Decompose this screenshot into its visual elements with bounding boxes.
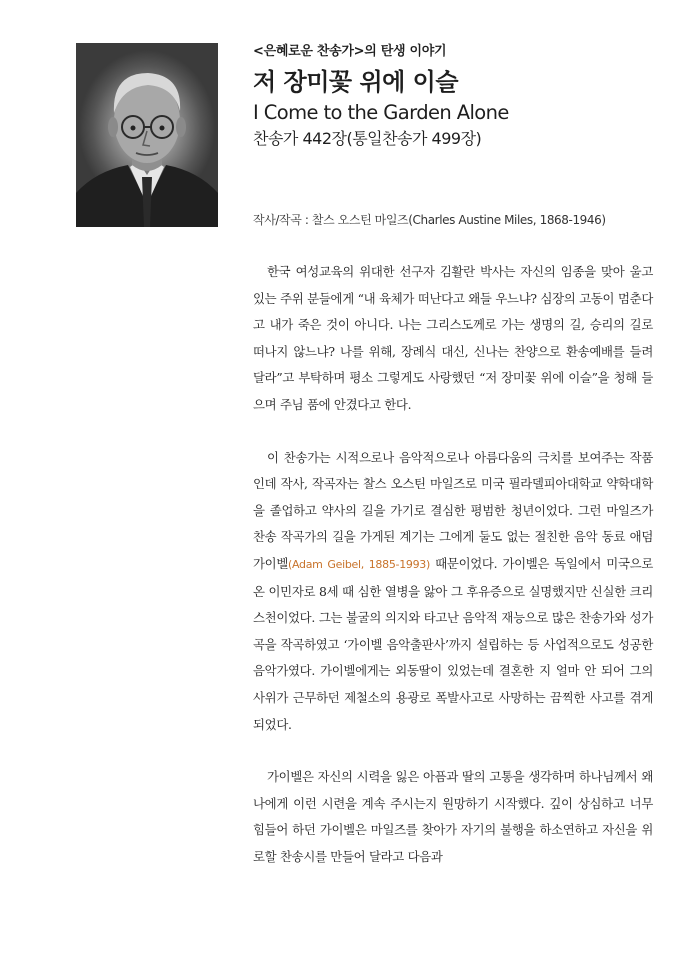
paragraph-2-text-a: 이 찬송가는 시적으로나 음악적으로나 아름다움의 극치를 보여주는 작품인데 작사, 작곡자는 찰스 오스틴 마일즈로 미국 필라델피아대학교 약학대학을 졸업하고 약사의 길을 가기로 결심한 평범한 청년이었다. 그런 마일즈가 찬송 작곡가의 길을 가게된 계기는 그에게 둘도 없는 절친한 음악 동료 애덤 가이벨 [253, 449, 653, 571]
author-credit: 작사/작곡 : 찰스 오스틴 마일즈(Charles Austine Miles, 1868-1946) [253, 213, 606, 227]
hymn-title-korean: 저 장미꽃 위에 이슬 [253, 68, 459, 96]
portrait-drawing [76, 43, 218, 227]
series-subtitle: <은혜로운 찬송가>의 탄생 이야기 [253, 44, 447, 59]
paragraph-1: 한국 여성교육의 위대한 선구자 김활란 박사는 자신의 임종을 맞아 울고 있는 주위 분들에게 “내 육체가 떠난다고 왜들 우느냐? 심장의 고동이 멈춘다고 내가 죽은 것이 아니다. 나는 그리스도께로 가는 생명의 길, 승리의 길로 떠나지 않느냐? 나를 위해, 장례식 대신, 신나는 찬양으로 환송예배를 들려 달라”고 부탁하며 평소 그렇게도 사랑했던 “저 장미꽃 위에 이슬”을 청해 들으며 주님 품에 안겼다고 한다. [253, 264, 653, 412]
paragraph-2-text-b: 때문이었다. 가이벨은 독일에서 미국으로 온 이민자로 8세 때 심한 열병을 앓아 그 후유증으로 실명했지만 신실한 크리스천이었다. 그는 불굴의 의지와 타고난 음악적 재능으로 많은 찬송가와 성가곡을 작곡하였고 ‘가이벨 음악출판사’까지 설립하는 등 사업적으로도 성공한 음악가였다. 가이벨에게는 외동딸이 있었는데 결혼한 지 얼마 안 되어 그의 사위가 근무하던 제철소의 용광로 폭발사고로 사망하는 끔찍한 사고를 겪게 되었다. [253, 555, 653, 732]
article-body [253, 259, 653, 896]
hymn-number: 찬송가 442장(통일찬송가 499장) [253, 129, 482, 148]
geibel-dates: (Adam Geibel, 1885-1993) [288, 557, 430, 571]
paragraph-3: 가이벨은 자신의 시력을 잃은 아픔과 딸의 고통을 생각하며 하나님께서 왜 나에게 이런 시련을 계속 주시는지 원망하기 시작했다. 깊이 상심하고 너무 힘들어 하던 가이벨은 마일즈를 찾아가 자기의 불행을 하소연하고 자신을 위로할 찬송시를 만들어 달라고 다음과 [253, 769, 653, 864]
hymn-title-english: I Come to the Garden Alone [253, 101, 509, 124]
article-header [253, 42, 653, 150]
paragraph-2 [253, 445, 653, 739]
author-portrait [76, 43, 218, 227]
